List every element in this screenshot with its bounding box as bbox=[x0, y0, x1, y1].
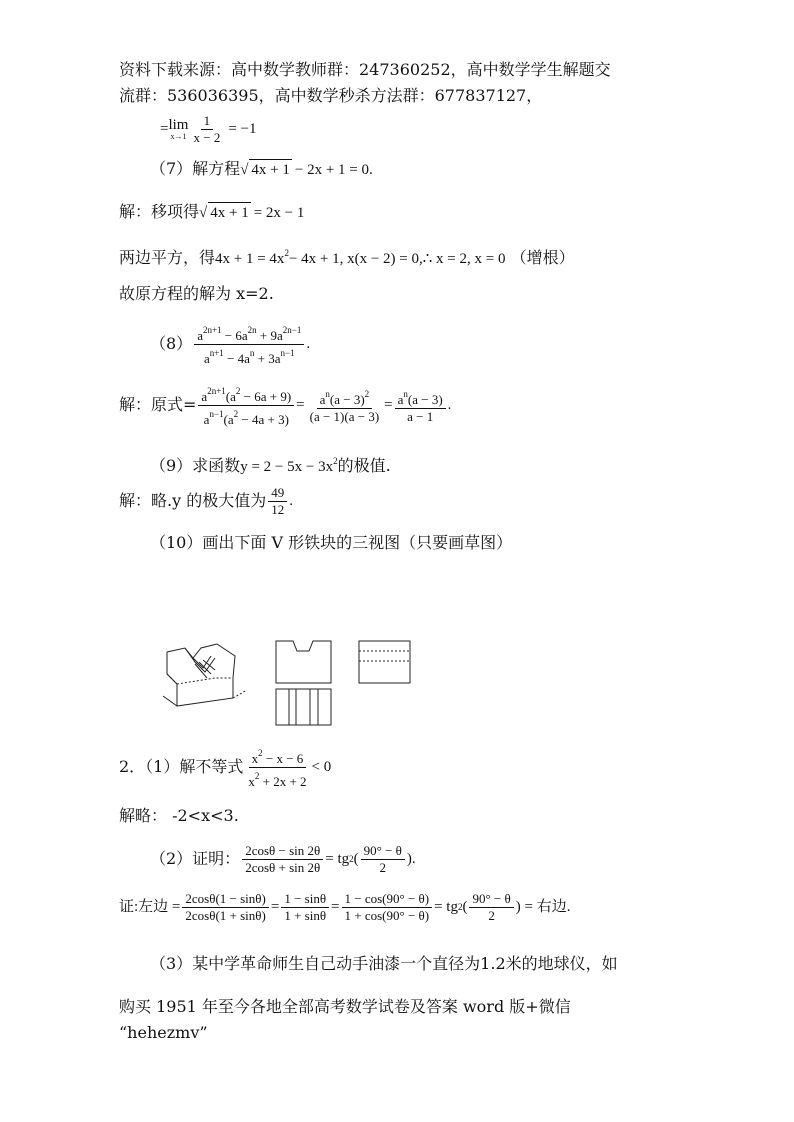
problem-7-square: 两边平方，得$4x + 1 = 4x^2- 4x + 1$, x(x − 2) = 0,∴ x = 2, x = 0 （增根） bbox=[119, 248, 575, 267]
header-line-2: 流群：536036395，高中数学秒杀方法群：677837127， bbox=[119, 86, 543, 105]
front-view bbox=[276, 641, 331, 683]
problem-7-solution: 解：移项得√ 4x + 1 = 2x − 1 bbox=[119, 202, 305, 221]
v-block-isometric-sketch bbox=[155, 634, 255, 714]
footer-line-2: “hehezmv” bbox=[119, 1023, 208, 1042]
problem-8-fraction: $\frac{a^{2n+1} - 6a^{2n} + 9a^{2n-1}}{a^{n+1} - 4a^n + 3a^{n-1}}$ bbox=[194, 322, 304, 367]
limit-fraction: $\frac{1}{x - 2}$ bbox=[193, 112, 221, 145]
problem-9-solution: 解：略.y 的极大值为 $\frac{49}{12}$ . bbox=[119, 484, 293, 517]
limit-expression: = lim x→1 $\frac{1}{x - 2}$ = −1 bbox=[160, 112, 257, 145]
top-view bbox=[276, 689, 331, 725]
header-line-1: 资料下载来源：高中数学教师群：247360252，高中数学学生解题交 bbox=[119, 60, 611, 79]
question-2-part-3: （3）某中学革命师生自己动手油漆一个直径为1.2米的地球仪，如 bbox=[150, 954, 618, 973]
problem-10: （10）画出下面 V 形铁块的三视图（只要画草图） bbox=[150, 533, 513, 552]
problem-7-conclusion: 故原方程的解为 x=2. bbox=[119, 284, 274, 303]
three-views-front-and-top bbox=[275, 638, 335, 728]
three-views-side bbox=[358, 638, 412, 686]
question-2-part-2: （2）证明： $\frac{2\cos\theta - \sin 2\theta}{2\cos\theta + \sin 2\theta}$ = tg 2 ( $\frac{90^\circ - \theta}{2}$ ). bbox=[150, 842, 416, 875]
problem-8: （8） $\frac{a^{2n+1} - 6a^{2n} + 9a^{2n-1}}{a^{n+1} - 4a^n + 3a^{n-1}}$ . bbox=[150, 326, 310, 362]
question-2-part-1: 2．（1）解不等式 $\frac{x^2 - x - 6}{x^2 + 2x + 2}$ < 0 bbox=[119, 748, 331, 786]
problem-9: （9）求函数$y = 2 - 5x - 3x^2$的极值. bbox=[150, 456, 391, 475]
problem-8-solution: 解：原式= $\frac{a^{2n+1}(a^2 - 6a + 9)}{a^{n-1}(a^2 - 4a + 3)}$ = $\frac{a^n(a - 3)^2}{(a - 1)(a - 3)}$ = $\frac{a^n(a - 3)}{a - 1}$ . bbox=[119, 386, 451, 424]
question-2-proof: 证:左边 = $\frac{2\cos\theta(1 - \sin\theta)}{2\cos\theta(1 + \sin\theta)}$ = $\frac{1 - \sin\theta}{1 + \sin\theta}$ = $\frac{1 - \cos(90^\circ - \theta)}{1 + \cos(90^\circ - \theta)}$ = tg 2 ( $\frac{90^\circ - \theta}{2}$ ) = 右边. bbox=[119, 890, 571, 923]
problem-7: （7）解方程√ 4x + 1 − 2x + 1 = 0. bbox=[150, 159, 373, 178]
footer-line-1: 购买 1951 年至今各地全部高考数学试卷及答案 word 版+微信 bbox=[119, 997, 571, 1016]
lim-operator: lim x→1 bbox=[168, 116, 189, 141]
question-2-answer: 解略： -2<x<3. bbox=[119, 806, 239, 825]
